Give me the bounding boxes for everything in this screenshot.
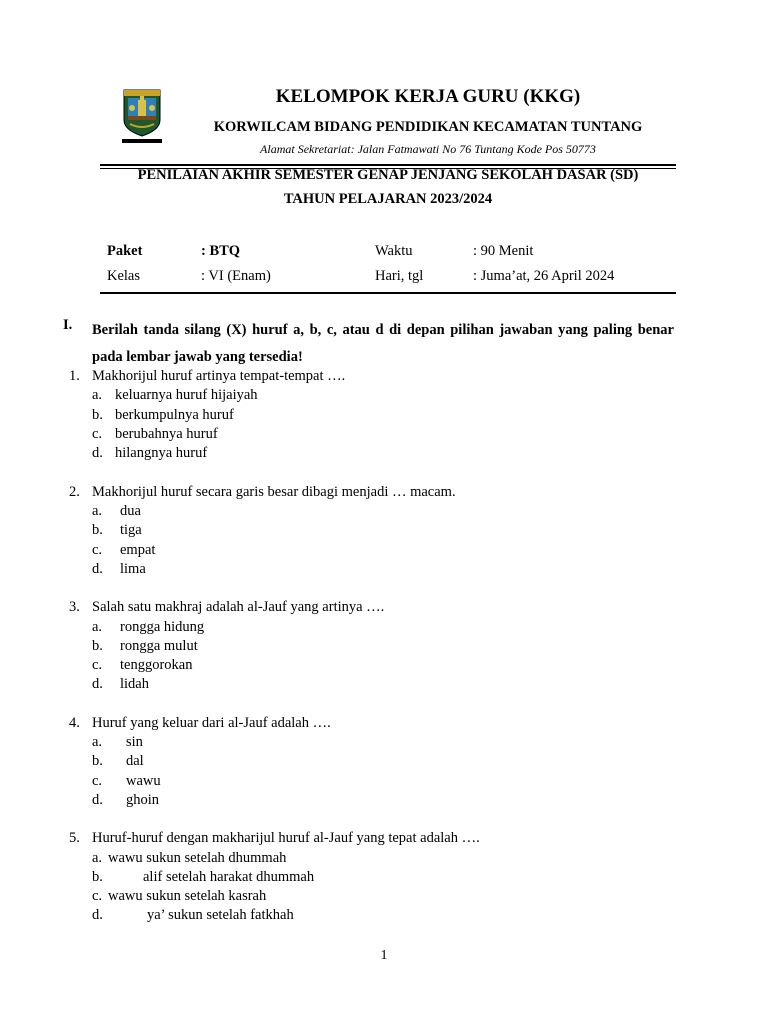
option-text: tiga: [120, 522, 142, 538]
option-letter: a.: [92, 734, 103, 750]
section-instruction: Berilah tanda silang (X) huruf a, b, c, atau d di depan pilihan jawaban yang paling benar pada lembar jawab yang tersedia!: [92, 322, 674, 365]
page-number: 1: [380, 948, 388, 963]
kelas-label: Kelas: [107, 268, 141, 284]
option-text: rongga hidung: [120, 619, 205, 635]
option-text: alif setelah harakat dhummah: [143, 869, 315, 885]
option-text: tenggorokan: [120, 657, 193, 673]
option-letter: c.: [92, 657, 103, 673]
question-text: Huruf-huruf dengan makharijul huruf al-Jauf yang tepat adalah ….: [92, 830, 480, 846]
option-text: rongga mulut: [120, 638, 198, 654]
option-letter: b.: [92, 407, 103, 423]
option-letter: b.: [92, 753, 103, 769]
option-letter: d.: [92, 792, 103, 808]
question-number: 1.: [69, 368, 80, 384]
academic-year: TAHUN PELAJARAN 2023/2024: [283, 191, 493, 207]
option-text: sin: [126, 734, 143, 750]
kkg-title: KELOMPOK KERJA GURU (KKG): [275, 86, 581, 107]
question-number: 4.: [69, 715, 80, 731]
option-letter: a.: [92, 503, 103, 519]
question-text: Makhorijul huruf artinya tempat-tempat ….: [92, 368, 346, 384]
option-text: ghoin: [126, 792, 160, 808]
option-text: dua: [120, 503, 141, 519]
option-letter: d.: [92, 561, 103, 577]
option-letter: d.: [92, 676, 103, 692]
option-letter: a.: [92, 850, 103, 866]
option-text: empat: [120, 542, 156, 558]
option-letter: a.: [92, 619, 103, 635]
option-letter: b.: [92, 638, 103, 654]
kelas-value: : VI (Enam): [201, 268, 271, 284]
option-text: wawu sukun setelah kasrah: [108, 888, 267, 904]
exam-title: PENILAIAN AKHIR SEMESTER GENAP JENJANG SEKOLAH DASAR (SD): [137, 167, 639, 183]
option-letter: c.: [92, 426, 103, 442]
hari-value: : Juma’at, 26 April 2024: [473, 268, 615, 284]
option-text: wawu: [126, 773, 161, 789]
question-text: Huruf yang keluar dari al-Jauf adalah ….: [92, 715, 331, 731]
waktu-value: : 90 Menit: [473, 243, 534, 259]
option-text: hilangnya huruf: [115, 445, 208, 461]
paket-value: : BTQ: [201, 243, 241, 259]
option-letter: c.: [92, 542, 103, 558]
korwilcam-subtitle: KORWILCAM BIDANG PENDIDIKAN KECAMATAN TUNTANG: [213, 119, 643, 135]
option-letter: d.: [92, 445, 103, 461]
option-text: lima: [120, 561, 146, 577]
paket-label: Paket: [107, 243, 143, 259]
section-number: I.: [63, 317, 73, 333]
option-letter: b.: [92, 522, 103, 538]
question-number: 5.: [69, 830, 80, 846]
question-text: Salah satu makhraj adalah al-Jauf yang artinya ….: [92, 599, 385, 615]
option-text: berkumpulnya huruf: [115, 407, 234, 423]
option-letter: c.: [92, 888, 103, 904]
question-number: 2.: [69, 484, 80, 500]
option-letter: c.: [92, 773, 103, 789]
option-text: berubahnya huruf: [115, 426, 218, 442]
option-text: dal: [126, 753, 144, 769]
option-text: wawu sukun setelah dhummah: [108, 850, 287, 866]
question-number: 3.: [69, 599, 80, 615]
waktu-label: Waktu: [375, 243, 413, 259]
address-line: Alamat Sekretariat: Jalan Fatmawati No 76 Tuntang Kode Pos 50773: [260, 142, 596, 156]
option-text: keluarnya huruf hijaiyah: [115, 387, 258, 403]
option-letter: d.: [92, 907, 103, 923]
option-text: lidah: [120, 676, 149, 692]
option-letter: a.: [92, 387, 103, 403]
hari-label: Hari, tgl: [375, 268, 424, 284]
question-text: Makhorijul huruf secara garis besar dibagi menjadi … macam.: [92, 484, 456, 500]
option-text: ya’ sukun setelah fatkhah: [147, 907, 294, 923]
option-letter: b.: [92, 869, 103, 885]
info-divider: [100, 292, 676, 294]
header-divider-thick: [100, 164, 676, 166]
